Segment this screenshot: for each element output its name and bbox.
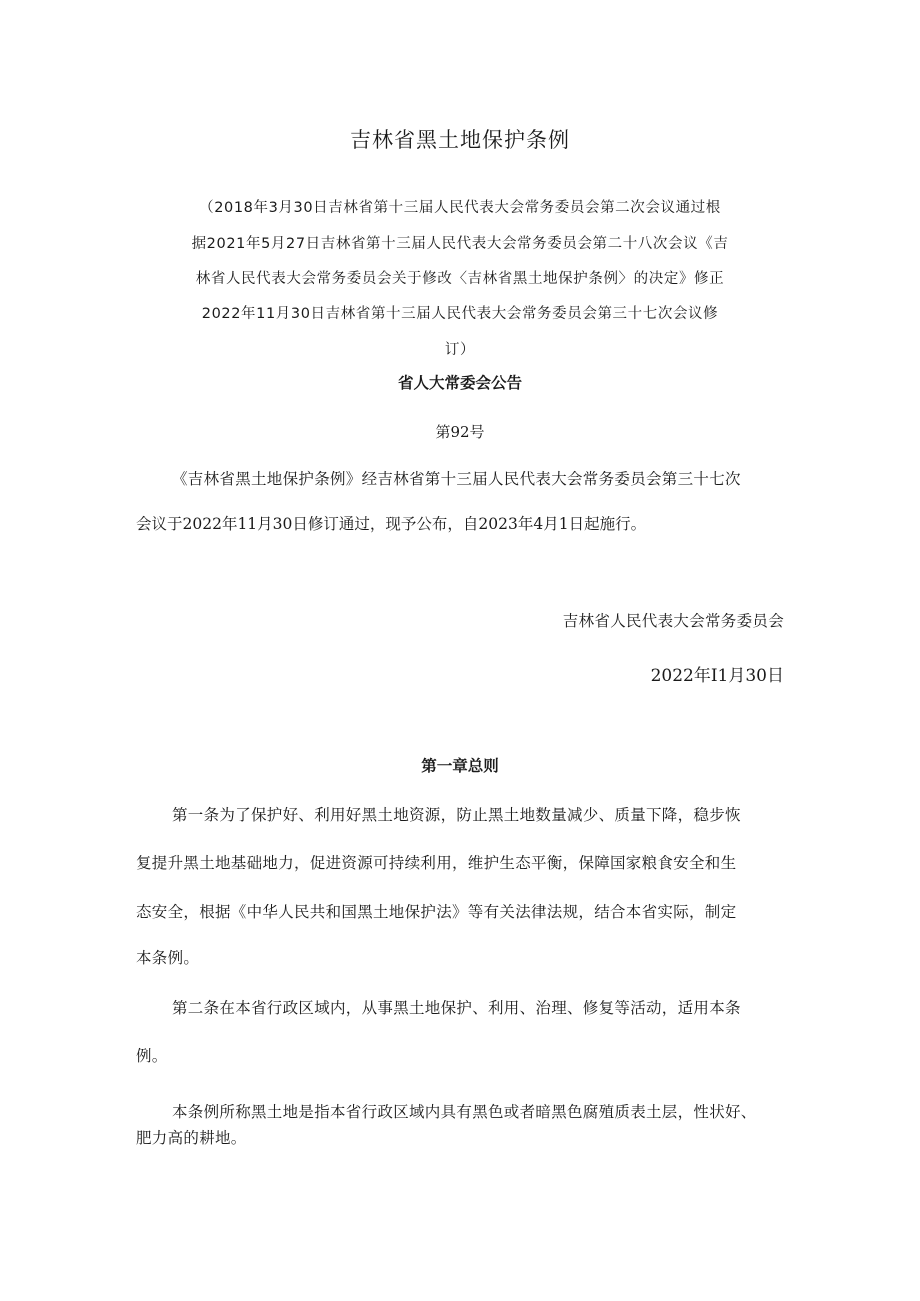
article-2-line: 例。	[136, 1047, 168, 1065]
article-1-line: 态安全，根据《中华人民共和国黑土地保护法》等有关法律法规，结合本省实际，制定	[136, 903, 737, 921]
notice-number: 第92号	[435, 423, 485, 441]
history-line: （2018年3月30日吉林省第十三届人民代表大会常务委员会第二次会议通过根	[199, 200, 721, 216]
notice-date: 2022年I1月30日	[650, 666, 784, 686]
article-1-line: 复提升黑土地基础地力，促进资源可持续利用，维护生态平衡，保障国家粮食安全和生	[136, 854, 737, 872]
article-1-line: 本条例。	[136, 949, 200, 967]
definition-line: 本条例所称黑土地是指本省行政区域内具有黑色或者暗黑色腐殖质表土层，性状好、	[172, 1103, 757, 1121]
article-1-line: 第一条为了保护好、利用好黑土地资源，防止黑土地数量减少、质量下降，稳步恢	[172, 806, 741, 824]
history-line: 订）	[444, 342, 476, 358]
history-line: 林省人民代表大会常务委员会关于修改〈吉林省黑土地保护条例〉的决定》修正	[195, 271, 725, 287]
history-line: 据2021年5月27日吉林省第十三届人民代表大会常务委员会第二十八次会议《吉	[191, 236, 729, 252]
document-title: 吉林省黑土地保护条例	[350, 128, 570, 152]
notice-issuer: 吉林省人民代表大会常务委员会	[562, 612, 784, 630]
notice-body-line: 《吉林省黑土地保护条例》经吉林省第十三届人民代表大会常务委员会第三十七次	[172, 470, 741, 488]
notice-title: 省人大常委会公告	[397, 374, 522, 392]
notice-body-line: 会议于2022年11月30日修订通过，现予公布，自2023年4月1日起施行。	[136, 515, 647, 533]
article-2-line: 第二条在本省行政区域内，从事黑土地保护、利用、治理、修复等活动，适用本条	[172, 999, 741, 1017]
history-line: 2022年11月30日吉林省第十三届人民代表大会常务委员会第三十七次会议修	[201, 306, 719, 322]
definition-line: 肥力高的耕地。	[136, 1129, 247, 1147]
chapter-title: 第一章总则	[421, 757, 499, 775]
